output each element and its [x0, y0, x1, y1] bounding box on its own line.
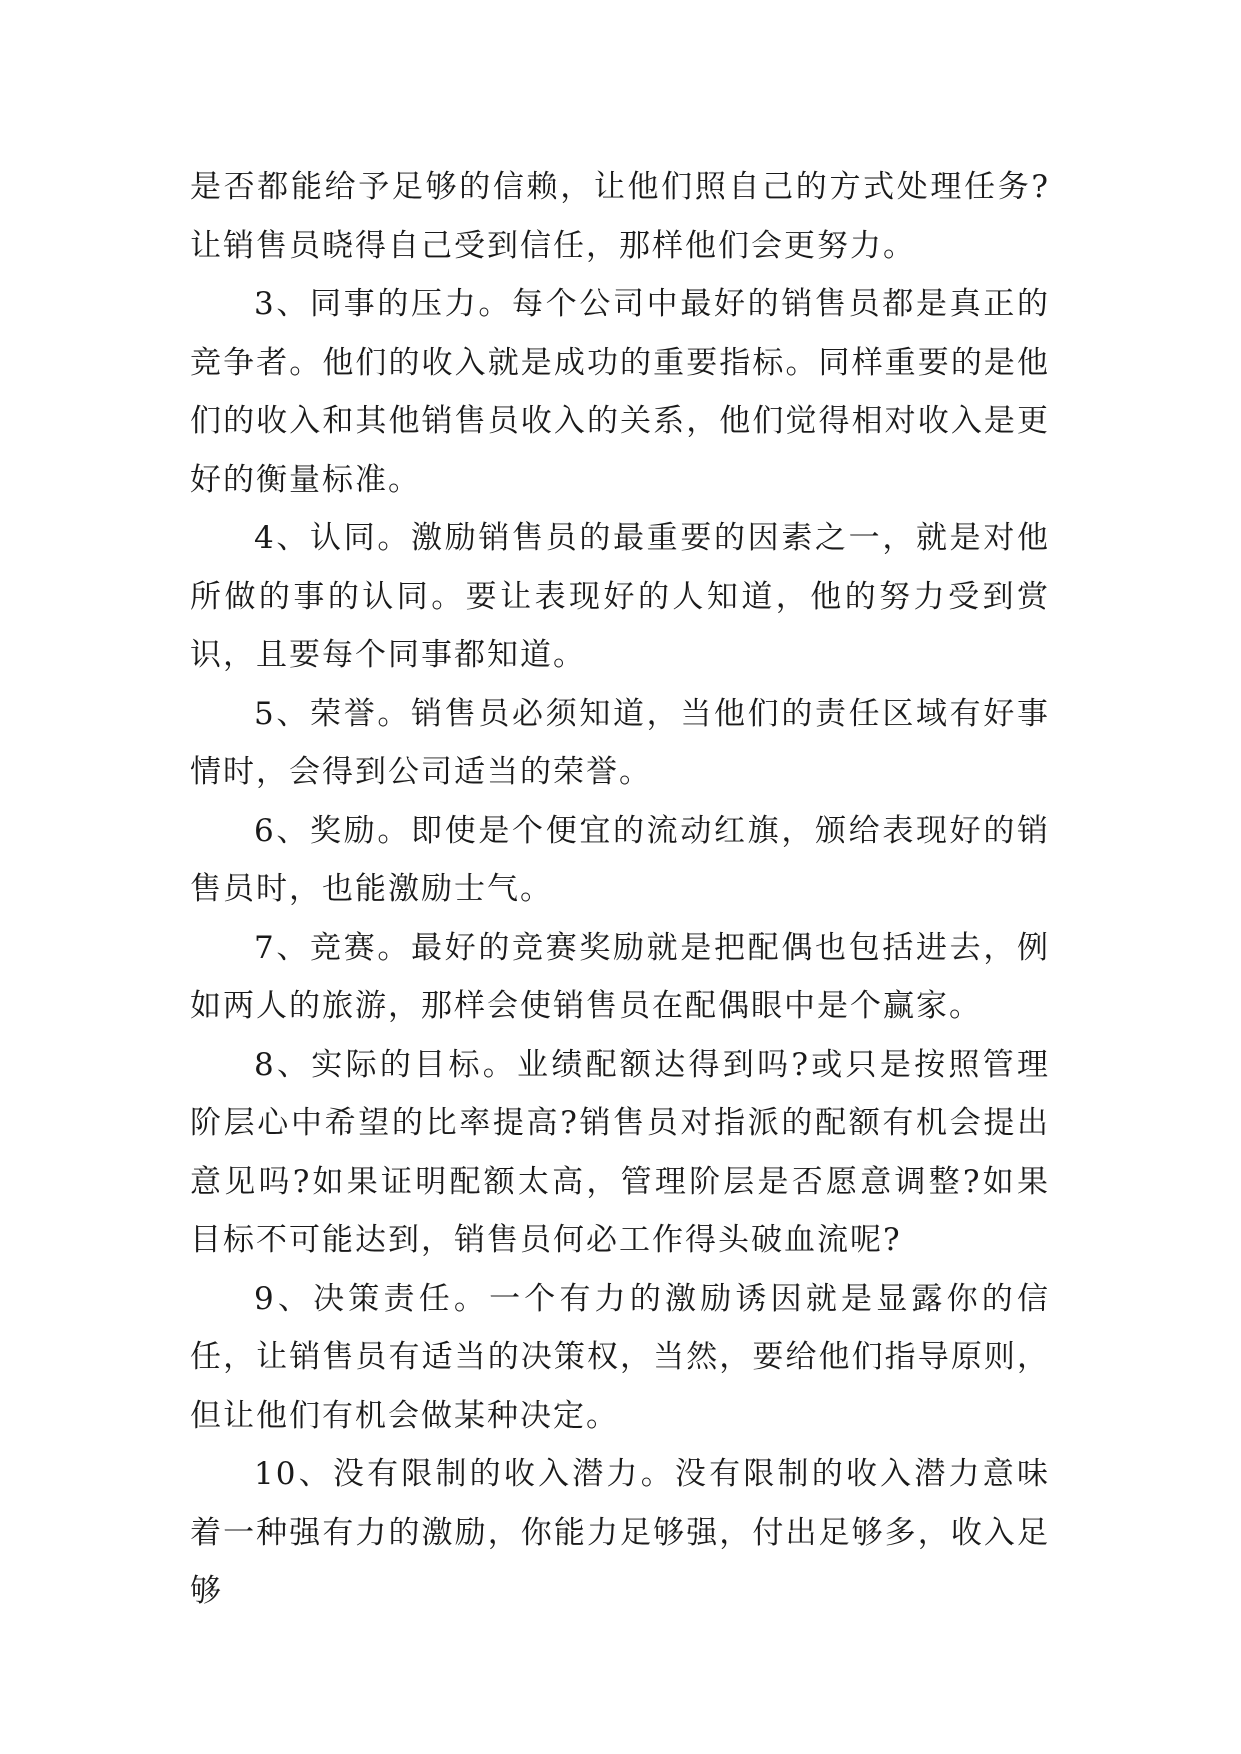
paragraph-unlimited-income: 10、没有限制的收入潜力。没有限制的收入潜力意味着一种强有力的激励，你能力足够强，付出足够多，收入足够 [190, 1456, 1050, 1609]
document-body [190, 158, 1050, 1621]
paragraph-reward: 6、奖励。即使是个便宜的流动红旗，颁给表现好的销售员时，也能激励士气。 [190, 812, 1050, 907]
paragraph-peer-pressure: 3、同事的压力。每个公司中最好的销售员都是真正的竞争者。他们的收入就是成功的重要指标。同样重要的是他们的收入和其他销售员收入的关系，他们觉得相对收入是更好的衡量标准。 [190, 286, 1050, 498]
paragraph-honor: 5、荣誉。销售员必须知道，当他们的责任区域有好事情时，会得到公司适当的荣誉。 [190, 695, 1050, 790]
paragraph-continuation: 是否都能给予足够的信赖，让他们照自己的方式处理任务?让销售员晓得自己受到信任，那样他们会更努力。 [190, 169, 1050, 264]
paragraph-recognition: 4、认同。激励销售员的最重要的因素之一，就是对他所做的事的认同。要让表现好的人知道，他的努力受到赏识，且要每个同事都知道。 [190, 520, 1050, 673]
paragraph-realistic-goals: 8、实际的目标。业绩配额达得到吗?或只是按照管理阶层心中希望的比率提高?销售员对指派的配额有机会提出意见吗?如果证明配额太高，管理阶层是否愿意调整?如果目标不可能达到，销售员何必工作得头破血流呢? [190, 1046, 1050, 1258]
paragraph-decision-responsibility: 9、决策责任。一个有力的激励诱因就是显露你的信任，让销售员有适当的决策权，当然，要给他们指导原则，但让他们有机会做某种决定。 [190, 1280, 1050, 1434]
paragraph-contest: 7、竞赛。最好的竞赛奖励就是把配偶也包括进去，例如两人的旅游，那样会使销售员在配偶眼中是个赢家。 [190, 929, 1050, 1024]
